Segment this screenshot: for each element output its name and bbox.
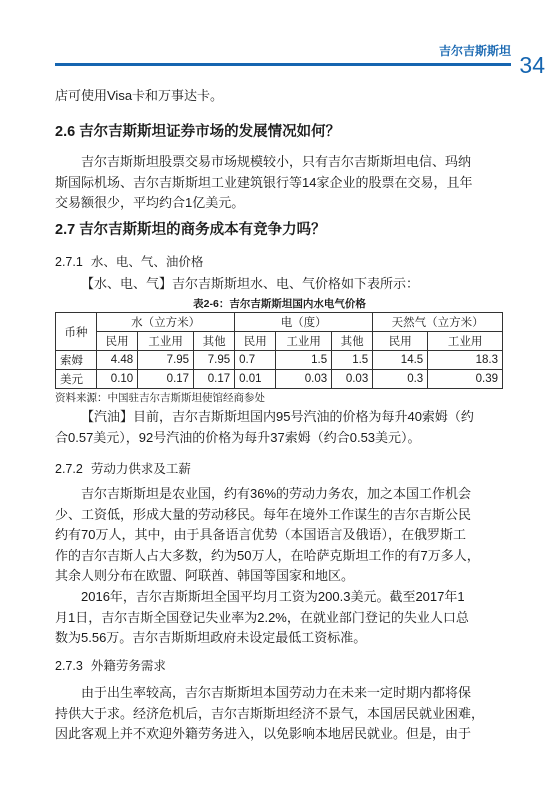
header-rule: [55, 63, 511, 66]
text-line: 少、工资低，形成大量的劳动移民。每年在境外工作谋生的吉尔吉斯公民: [55, 506, 472, 522]
cell: 14.5: [373, 351, 428, 370]
table-row: [56, 351, 503, 370]
cell: 0.39: [428, 370, 503, 389]
text-line: 月1日，吉尔吉斯全国登记失业率为2.2%，在就业部门登记的失业人口总: [55, 609, 469, 625]
text-line: 其余人则分布在欧盟、阿联酋、韩国等国家和地区。: [55, 568, 355, 583]
section-title: 水、电、气、油价格: [90, 254, 204, 269]
cell: 1.5: [332, 351, 373, 370]
text-line: 数为5.56万。吉尔吉斯斯坦政府未设定最低工资标准。: [55, 630, 367, 645]
running-header-title: 吉尔吉斯斯坦: [438, 44, 511, 58]
cell: 7.95: [138, 351, 194, 370]
cell: 0.01: [235, 370, 276, 389]
heading-2-7-3: [55, 656, 166, 674]
heading-2-7-1: [55, 252, 203, 270]
paragraph-labor: [55, 484, 503, 587]
cell: 4.48: [97, 351, 138, 370]
cell: 0.3: [373, 370, 428, 389]
subheader: 民用: [97, 332, 138, 351]
subheader: 其他: [332, 332, 373, 351]
text-line: 约有70万人，其中，由于具备语言优势（本国语言及俄语），在俄罗斯工: [55, 527, 466, 542]
text-line: 吉尔吉斯斯坦是农业国，约有36%的劳动力务农，加之本国工作机会: [81, 486, 472, 501]
subheader: 工业用: [276, 332, 332, 351]
cell: 1.5: [276, 351, 332, 370]
header-gas: 天然气（立方米）: [373, 313, 503, 332]
subheader: 工业用: [138, 332, 194, 351]
subheader: 民用: [373, 332, 428, 351]
text-line: 由于出生率较高，吉尔吉斯斯坦本国劳动力在未来一定时期内都将保: [81, 685, 472, 700]
paragraph-wages: [55, 587, 503, 649]
paragraph-foreign-labor: [55, 683, 503, 745]
text-line: 持供大于求。经济危机后，吉尔吉斯斯坦经济不景气，本国居民就业困难，: [55, 705, 485, 721]
section-number: 2.7.1: [55, 255, 83, 269]
heading-2-7-2: [55, 459, 191, 477]
subheader: 其他: [194, 332, 235, 351]
section-number: 2.7.2: [55, 462, 83, 476]
header-electricity: 电（度）: [235, 313, 373, 332]
text-line: 作的吉尔吉斯人占大多数，约为50万人，在哈萨克斯坦工作的有7万多人，: [55, 547, 480, 563]
cell: 0.03: [332, 370, 373, 389]
paragraph-gasoline: [55, 407, 503, 448]
cell: 7.95: [194, 351, 235, 370]
row-label: 索姆: [56, 351, 97, 370]
cell: 0.10: [97, 370, 138, 389]
paragraph-visa: 店可使用Visa卡和万事达卡。: [55, 88, 224, 103]
section-title: 外籍劳务需求: [90, 658, 166, 673]
text-line: 吉尔吉斯斯坦股票交易市场规模较小，只有吉尔吉斯斯坦电信、玛纳: [81, 154, 472, 169]
cell: 0.17: [194, 370, 235, 389]
cell: 18.3: [428, 351, 503, 370]
subheader: 工业用: [428, 332, 503, 351]
header-currency: 币种: [56, 313, 97, 351]
subheader: 民用: [235, 332, 276, 351]
table-caption: 表2-6：吉尔吉斯斯坦国内水电气价格: [193, 298, 366, 310]
text-line: 因此客观上并不欢迎外籍劳务进入，以免影响本地居民就业。但是，由于: [55, 726, 472, 741]
cell: 0.7: [235, 351, 276, 370]
row-label: 美元: [56, 370, 97, 389]
cell: 0.17: [138, 370, 194, 389]
table-source: 资料来源：中国驻吉尔吉斯斯坦使馆经商参处: [55, 392, 265, 404]
heading-2-6: 2.6 吉尔吉斯斯坦证券市场的发展情况如何？: [55, 124, 341, 140]
text-line: 2016年，吉尔吉斯斯坦全国平均月工资为200.3美元。截至2017年1: [81, 589, 465, 604]
heading-2-7: 2.7 吉尔吉斯斯坦的商务成本有竞争力吗？: [55, 222, 326, 238]
page-number: 34: [519, 52, 545, 78]
utility-price-table: [55, 312, 503, 389]
paragraph-utilities-intro: 【水、电、气】吉尔吉斯斯坦水、电、气价格如下表所示：: [81, 276, 420, 291]
section-number: 2.7.3: [55, 659, 83, 673]
text-line: 交易额很少，平均约合1亿美元。: [55, 195, 245, 210]
text-line: 【汽油】目前，吉尔吉斯斯坦国内95号汽油的价格为每升40索姆（约: [81, 409, 474, 424]
paragraph-securities: [55, 152, 503, 214]
header-water: 水（立方米）: [97, 313, 235, 332]
table-row: [56, 370, 503, 389]
text-line: 斯国际机场、吉尔吉斯斯坦工业建筑银行等14家企业的股票在交易，且年: [55, 174, 473, 190]
text-line: 合0.57美元），92号汽油的价格为每升37索姆（约合0.53美元）。: [55, 429, 421, 445]
cell: 0.03: [276, 370, 332, 389]
section-title: 劳动力供求及工薪: [90, 461, 191, 476]
